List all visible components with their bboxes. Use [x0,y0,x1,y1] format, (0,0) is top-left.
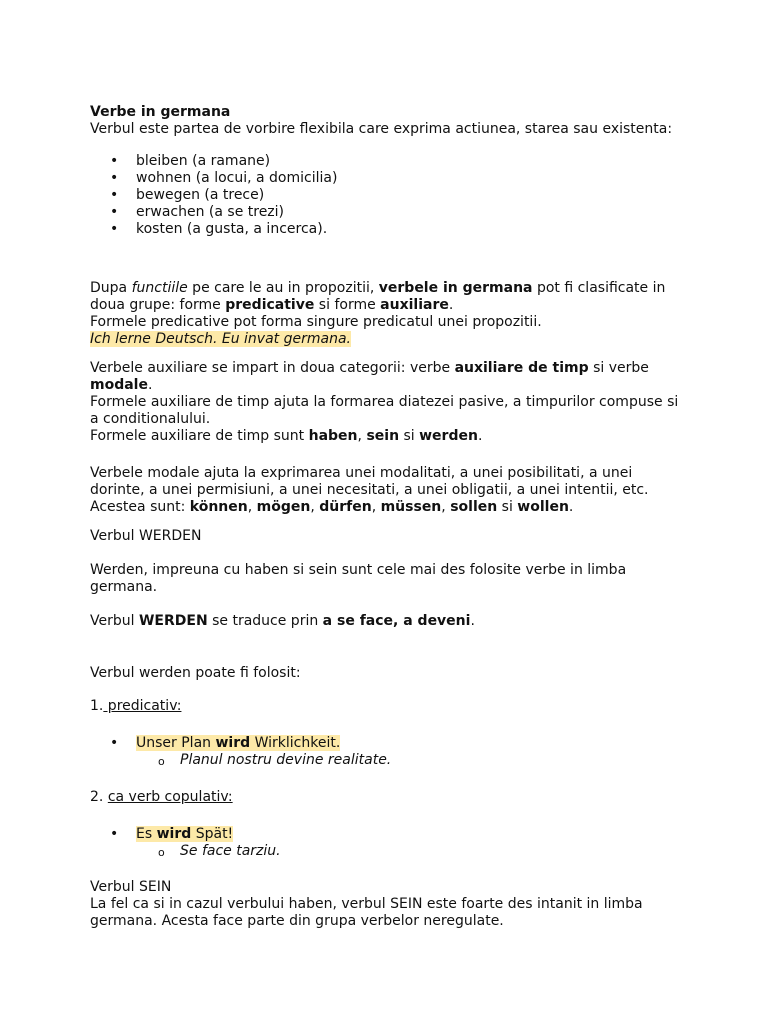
intro-paragraph: Verbul este partea de vorbire flexibila care exprima actiunea, starea sau existenta: [90,121,673,137]
usage-2-sublist [90,843,690,860]
werden-paragraph: Werden, impreuna cu haben si sein sunt cele mai des folosite verbe in limba germana. [90,562,627,595]
modal-paragraph: Verbele modale ajuta la exprimarea unei modalitati, a unei posibilitati, a unei dorinte, a unei permisiuni, a unei necesitati, a unei obligatii, a unei intentii, etc. Acestea sunt: können, mögen, dürfen, müssen, sollen si wollen. [90,465,649,515]
usage-1-sublist [90,752,690,769]
list-item: • bewegen (a trece) [90,187,690,204]
werden-translation-paragraph: Verbul WERDEN se traduce prin a se face, a deveni. [90,613,475,629]
examples-list [90,153,690,238]
auxiliary-time-paragraph: Formele auxiliare de timp ajuta la formarea diatezei pasive, a timpurilor compuse si a conditionalului. [90,394,679,427]
auxiliary-paragraph: Verbele auxiliare se impart in doua categorii: verbe auxiliare de timp si verbe modale. [90,360,649,393]
werden-usage-intro: Verbul werden poate fi folosit: [90,665,301,681]
usage-1-list [90,735,690,752]
document-title: Verbe in germana [90,104,231,120]
usage-2-heading: 2. ca verb copulativ: [90,789,233,805]
usage-2-list [90,826,690,843]
functions-paragraph: Dupa functiile pe care le au in propozitii, verbele in germana pot fi clasificate in doua grupe: forme predicative si forme auxiliare. [90,280,666,313]
auxiliary-verbs-paragraph: Formele auxiliare de timp sunt haben, sein si werden. [90,428,483,444]
list-item: o Planul nostru devine realitate. [90,752,690,769]
list-item: o Se face tarziu. [90,843,690,860]
document-content [90,104,690,930]
list-item: • kosten (a gusta, a incerca). [90,221,690,238]
list-item: • erwachen (a se trezi) [90,204,690,221]
sein-paragraph: La fel ca si in cazul verbului haben, verbul SEIN este foarte des intanit in limba germana. Acesta face parte din grupa verbelor neregulate. [90,896,643,929]
list-item: • bleiben (a ramane) [90,153,690,170]
list-item: • wohnen (a locui, a domicilia) [90,170,690,187]
usage-1-heading: 1. predicativ: [90,698,182,714]
predicative-example: Ich lerne Deutsch. Eu invat germana. [90,331,351,347]
sein-heading: Verbul SEIN [90,879,172,895]
predicative-paragraph: Formele predicative pot forma singure predicatul unei propozitii. [90,314,542,330]
werden-heading: Verbul WERDEN [90,528,202,544]
list-item: • Es wird Spät! [90,826,690,843]
list-item: • Unser Plan wird Wirklichkeit. [90,735,690,752]
